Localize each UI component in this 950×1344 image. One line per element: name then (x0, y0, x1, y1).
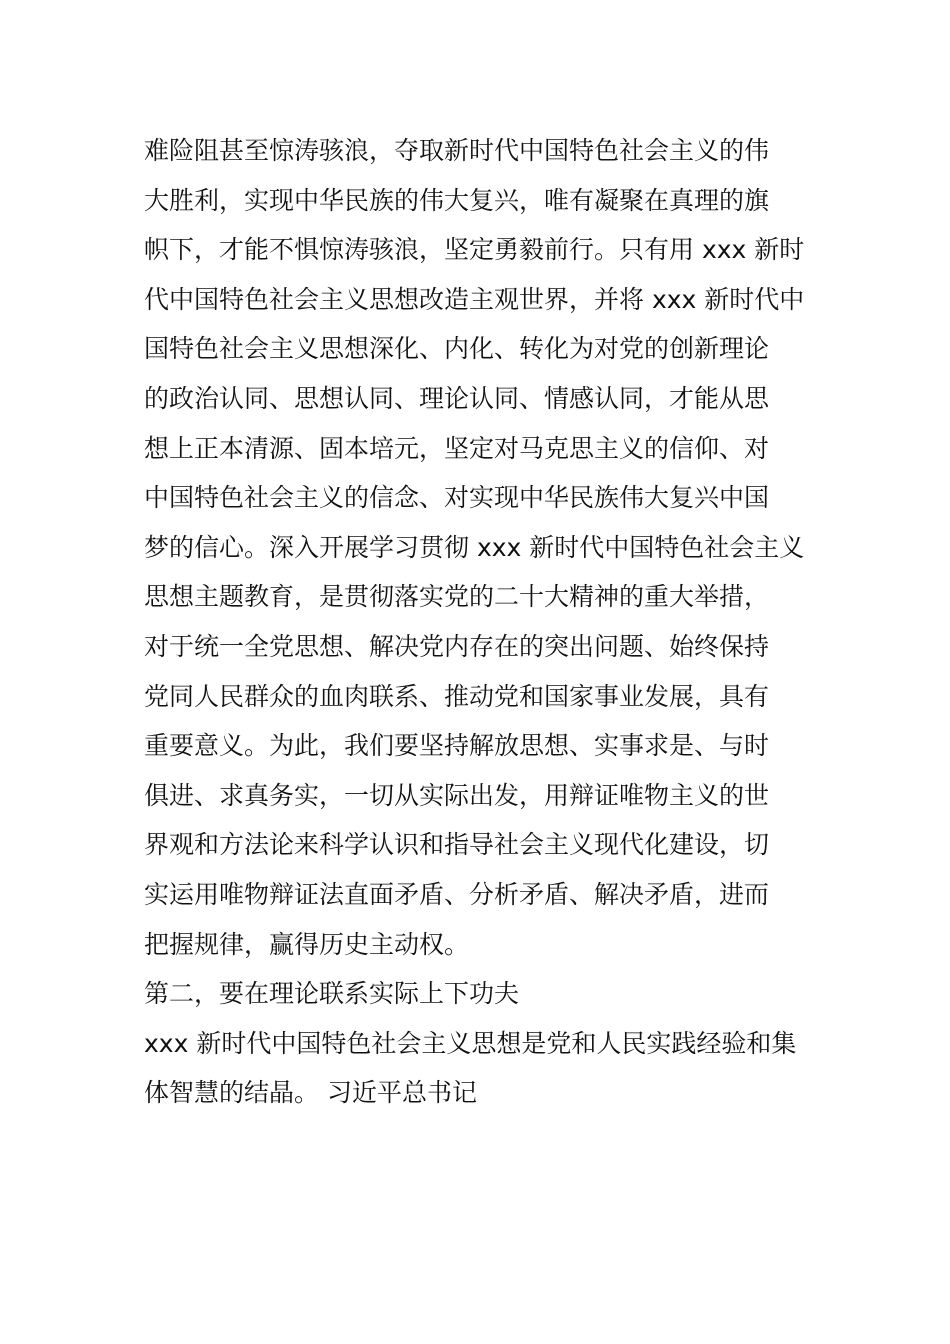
text-line: 代中国特色社会主义思想改造主观世界，并将 xxx 新时代中 (144, 284, 805, 314)
text-line: 思想主题教育，是贯彻落实党的二十大精神的重大举措， (144, 582, 770, 612)
text-line: 大胜利，实现中华民族的伟大复兴，唯有凝聚在真理的旗 (144, 185, 770, 215)
text-line: 党同人民群众的血肉联系、推动党和国家事业发展，具有 (144, 681, 770, 711)
text-line: 想上正本清源、固本培元，坚定对马克思主义的信仰、对 (144, 433, 770, 463)
text-line: 梦的信心。深入开展学习贯彻 xxx 新时代中国特色社会主义 (144, 532, 805, 562)
text-line: 国特色社会主义思想深化、内化、转化为对党的创新理论 (144, 334, 770, 364)
text-line: 界观和方法论来科学认识和指导社会主义现代化建设，切 (144, 830, 770, 860)
text-line: 俱进、求真务实，一切从实际出发，用辩证唯物主义的世 (144, 780, 770, 810)
text-line: 把握规律，赢得历史主动权。 (144, 929, 470, 959)
text-line: 中国特色社会主义的信念、对实现中华民族伟大复兴中国 (144, 483, 770, 513)
text-line: 的政治认同、思想认同、理论认同、情感认同，才能从思 (144, 383, 770, 413)
text-line: xxx 新时代中国特色社会主义思想是党和人民实践经验和集 (144, 1028, 797, 1058)
text-line: 实运用唯物辩证法直面矛盾、分析矛盾、解决矛盾，进而 (144, 879, 770, 909)
section-heading: 第二，要在理论联系实际上下功夫 (144, 979, 520, 1009)
body-text (144, 126, 824, 1118)
text-line: 对于统一全党思想、解决党内存在的突出问题、始终保持 (144, 631, 770, 661)
text-line: 帜下，才能不惧惊涛骇浪，坚定勇毅前行。只有用 xxx 新时 (144, 235, 805, 265)
text-line: 重要意义。为此，我们要坚持解放思想、实事求是、与时 (144, 731, 770, 761)
text-line: 难险阻甚至惊涛骇浪，夺取新时代中国特色社会主义的伟 (144, 136, 770, 165)
text-line: 体智慧的结晶。 习近平总书记 (144, 1078, 477, 1108)
